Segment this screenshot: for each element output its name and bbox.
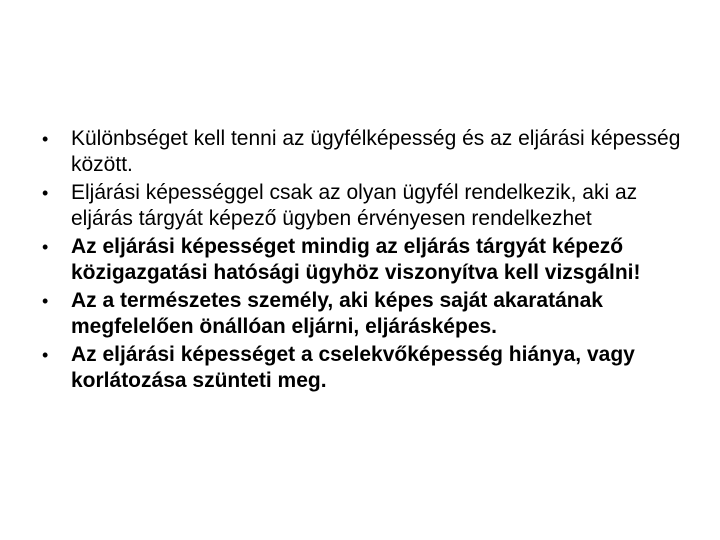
bullet-icon: • (42, 291, 49, 311)
bullet-icon: • (42, 345, 49, 365)
bullet-text: Különbséget kell tenni az ügyfélképesség és az eljárási képesség között. (71, 127, 681, 176)
bullet-item-5 (42, 342, 682, 394)
bullet-text: Az eljárási képességet mindig az eljárás tárgyát képező közigazgatási hatósági ügyhöz viszonyítva kell vizsgálni! (71, 235, 641, 284)
bullet-icon: • (42, 183, 49, 203)
bullet-text: Eljárási képességgel csak az olyan ügyfél rendelkezik, aki az eljárás tárgyát képező ügyben érvényesen rendelkezhet (71, 181, 638, 230)
bullet-item-1 (42, 126, 682, 178)
bullet-item-3 (42, 234, 682, 286)
bullet-text: Az eljárási képességet a cselekvőképesség hiánya, vagy korlátozása szünteti meg. (71, 343, 635, 392)
bullet-text: Az a természetes személy, aki képes saját akaratának megfelelően önállóan eljárni, eljárásképes. (71, 289, 603, 338)
bullet-icon: • (42, 237, 49, 257)
bullet-item-2 (42, 180, 682, 232)
bullet-list (42, 126, 682, 396)
bullet-item-4 (42, 288, 682, 340)
bullet-icon: • (42, 129, 49, 149)
